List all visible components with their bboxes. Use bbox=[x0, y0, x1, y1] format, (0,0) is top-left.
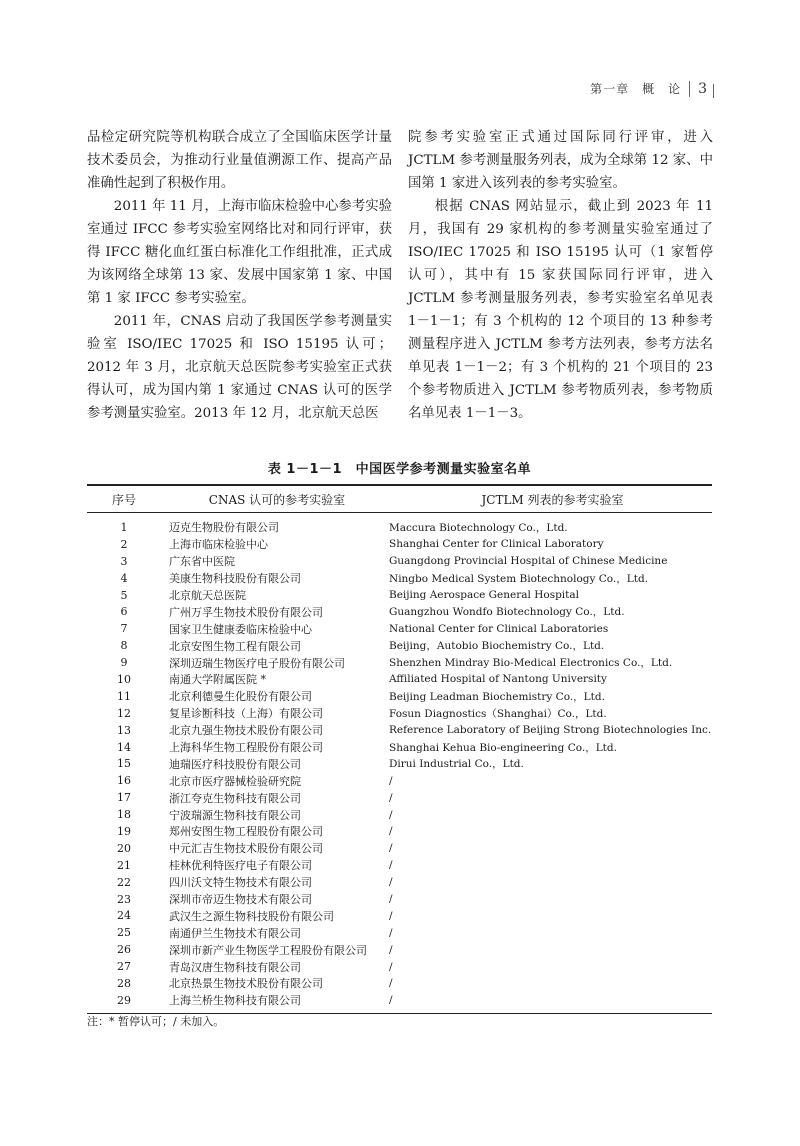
paragraph: 2011 年，CNAS 启动了我国医学参考测量实验室 ISO/IEC 17025 和 ISO 15195 认可；2012 年 3 月，北京航天总医院参考实验室正式获得认可，成为国内第 1 家通过 CNAS 认可的医学参考测量实验室。2013 年 12 月，北京航天总医 bbox=[87, 314, 392, 421]
chapter-title: 第一章 概 论 bbox=[590, 82, 682, 96]
row-cnas-lab: 复星诊断科技（上海）有限公司 bbox=[169, 707, 323, 721]
body-text bbox=[87, 126, 712, 446]
paragraph: 品检定研究院等机构联合成立了全国临床医学计量技术委员会，为推动行业量值溯源工作、提高产品准确性起到了积极作用。 bbox=[87, 130, 392, 191]
row-cnas-lab: 北京九强生物技术股份有限公司 bbox=[169, 724, 323, 738]
row-jctlm-lab: Fosun Diagnostics（Shanghai）Co.，Ltd. bbox=[389, 707, 607, 720]
row-number: 2 bbox=[120, 537, 128, 551]
row-number: 3 bbox=[120, 554, 128, 568]
row-cnas-lab: 北京航天总医院 bbox=[169, 589, 246, 602]
table-title: 表 1－1－1 中国医学参考测量实验室名单 bbox=[267, 462, 532, 477]
row-cnas-lab: 迪瑞医疗科技股份有限公司 bbox=[169, 757, 301, 771]
table-row bbox=[87, 874, 712, 891]
row-cnas-lab: 深圳迈瑞生物医疗电子股份有限公司 bbox=[169, 656, 345, 670]
table-row bbox=[87, 857, 712, 874]
table-row bbox=[87, 587, 712, 604]
row-number: 16 bbox=[117, 774, 131, 788]
table-row bbox=[87, 637, 712, 654]
row-jctlm-lab: Shanghai Kehua Bio-engineering Co.，Ltd. bbox=[389, 741, 617, 754]
table-row bbox=[87, 519, 712, 536]
row-number: 24 bbox=[117, 909, 131, 923]
row-jctlm-lab: Affiliated Hospital of Nantong University bbox=[389, 673, 607, 686]
row-cnas-lab: 北京利德曼生化股份有限公司 bbox=[169, 690, 312, 704]
row-jctlm-lab: Beijing，Autobio Biochemistry Co.，Ltd. bbox=[389, 640, 605, 653]
running-header bbox=[590, 80, 708, 97]
table-row bbox=[87, 620, 712, 637]
table-row bbox=[87, 688, 712, 705]
row-cnas-lab: 郑州安图生物工程股份有限公司 bbox=[169, 825, 323, 839]
left-column bbox=[87, 126, 392, 425]
row-cnas-lab: 深圳市帝迈生物技术有限公司 bbox=[169, 893, 312, 907]
table-row bbox=[87, 570, 712, 587]
row-cnas-lab: 南通大学附属医院 * bbox=[169, 673, 266, 687]
edge-marker bbox=[713, 84, 714, 98]
row-number: 8 bbox=[120, 639, 128, 653]
table-row bbox=[87, 806, 712, 823]
row-number: 27 bbox=[117, 960, 131, 974]
table-row bbox=[87, 891, 712, 908]
row-cnas-lab: 北京安图生物工程有限公司 bbox=[169, 639, 301, 653]
row-jctlm-lab: / bbox=[389, 791, 393, 804]
row-jctlm-lab: / bbox=[389, 808, 393, 821]
row-number: 7 bbox=[120, 622, 128, 636]
paragraph: 院参考实验室正式通过国际同行评审，进入 JCTLM 参考测量服务列表，成为全球第 12 家、中国第 1 家进入该列表的参考实验室。 bbox=[408, 130, 713, 191]
row-number: 11 bbox=[117, 689, 131, 703]
row-jctlm-lab: / bbox=[389, 774, 393, 787]
table-row bbox=[87, 772, 712, 789]
row-jctlm-lab: Beijing Aerospace General Hospital bbox=[389, 589, 579, 601]
row-cnas-lab: 上海兰桥生物科技有限公司 bbox=[169, 994, 301, 1008]
row-cnas-lab: 北京市医疗器械检验研究院 bbox=[169, 774, 301, 788]
row-jctlm-lab: / bbox=[389, 842, 393, 855]
row-jctlm-lab: / bbox=[389, 926, 393, 939]
row-cnas-lab: 浙江夸克生物科技有限公司 bbox=[169, 791, 301, 805]
page-number: 3 bbox=[698, 80, 708, 97]
row-cnas-lab: 迈克生物股份有限公司 bbox=[169, 521, 279, 535]
row-jctlm-lab: Shanghai Center for Clinical Laboratory bbox=[389, 538, 604, 551]
right-column bbox=[408, 126, 713, 425]
table-row bbox=[87, 722, 712, 739]
row-cnas-lab: 上海科华生物工程股份有限公司 bbox=[169, 741, 323, 755]
table-row bbox=[87, 924, 712, 941]
row-cnas-lab: 青岛汉唐生物科技有限公司 bbox=[169, 960, 301, 974]
row-cnas-lab: 国家卫生健康委临床检验中心 bbox=[169, 622, 312, 636]
row-number: 28 bbox=[117, 976, 131, 990]
table-row bbox=[87, 603, 712, 620]
row-jctlm-lab: / bbox=[389, 943, 393, 956]
row-cnas-lab: 南通伊兰生物技术有限公司 bbox=[169, 926, 301, 940]
row-jctlm-lab: / bbox=[389, 909, 393, 922]
table-body bbox=[87, 513, 712, 1013]
row-number: 26 bbox=[117, 943, 131, 957]
row-number: 14 bbox=[117, 740, 131, 754]
row-cnas-lab: 广州万孚生物技术股份有限公司 bbox=[169, 605, 323, 619]
row-jctlm-lab: / bbox=[389, 825, 393, 838]
table-row bbox=[87, 789, 712, 806]
header-cnas: CNAS 认可的参考实验室 bbox=[208, 492, 346, 507]
row-cnas-lab: 四川沃文特生物技术有限公司 bbox=[169, 876, 312, 890]
table-row bbox=[87, 907, 712, 924]
header-divider bbox=[689, 81, 690, 97]
row-cnas-lab: 桂林优利特医疗电子有限公司 bbox=[169, 859, 312, 873]
row-number: 17 bbox=[117, 791, 131, 805]
table-row bbox=[87, 654, 712, 671]
row-number: 29 bbox=[117, 993, 131, 1007]
row-number: 18 bbox=[117, 808, 131, 822]
table-row bbox=[87, 553, 712, 570]
row-cnas-lab: 宁波瑞源生物科技有限公司 bbox=[169, 808, 301, 822]
row-number: 25 bbox=[117, 926, 131, 940]
row-number: 20 bbox=[117, 841, 131, 855]
header-jctlm: JCTLM 列表的参考实验室 bbox=[481, 492, 624, 507]
row-jctlm-lab: National Center for Clinical Laboratories bbox=[389, 622, 609, 635]
table-row bbox=[87, 975, 712, 992]
row-jctlm-lab: / bbox=[389, 893, 393, 906]
table-header-row bbox=[87, 486, 712, 512]
row-number: 9 bbox=[120, 656, 128, 670]
row-number: 10 bbox=[117, 672, 131, 686]
table-row bbox=[87, 671, 712, 688]
row-number: 21 bbox=[117, 858, 131, 872]
row-jctlm-lab: Guangzhou Wondfo Biotechnology Co.，Ltd. bbox=[389, 606, 625, 619]
row-jctlm-lab: Reference Laboratory of Beijing Strong Biotechnologies Inc. bbox=[389, 724, 712, 737]
row-cnas-lab: 美康生物科技股份有限公司 bbox=[169, 572, 301, 586]
paragraph: 根据 CNAS 网站显示，截止到 2023 年 11 月，我国有 29 家机构的参考测量实验室通过了 ISO/IEC 17025 和 ISO 15195 认可（1 家暂停认可），其中有 15 家获国际同行评审，进入 JCTLM 参考测量服务列表，参考实验室名单见表 1－1－1；有 3 个机构的 12 个项目的 13 种参考测量程序进入 JCTLM 参考方法列表，参考方法名单见表 1－1－2；有 3 个机构的 21 个项目的 23 个参考物质进入 JCTLM 参考物质列表，参考物质名单见表 1－1－3。 bbox=[408, 199, 713, 421]
row-jctlm-lab: Ningbo Medical System Biotechnology Co.，Ltd. bbox=[389, 572, 649, 585]
table-row bbox=[87, 739, 712, 756]
table-row bbox=[87, 536, 712, 553]
table-row bbox=[87, 823, 712, 840]
row-cnas-lab: 深圳市新产业生物医学工程股份有限公司 bbox=[169, 943, 367, 957]
row-jctlm-lab: / bbox=[389, 994, 393, 1007]
row-number: 5 bbox=[120, 588, 128, 602]
row-jctlm-lab: Shenzhen Mindray Bio-Medical Electronics Co.，Ltd. bbox=[389, 657, 673, 670]
table-row bbox=[87, 840, 712, 857]
laboratory-table bbox=[87, 484, 712, 1014]
table-row bbox=[87, 941, 712, 958]
row-number: 4 bbox=[120, 571, 128, 585]
table-row bbox=[87, 755, 712, 772]
row-cnas-lab: 武汉生之源生物科技股份有限公司 bbox=[169, 909, 334, 923]
row-jctlm-lab: / bbox=[389, 960, 393, 973]
row-number: 22 bbox=[117, 875, 131, 889]
row-number: 6 bbox=[120, 605, 128, 619]
paragraph: 2011 年 11 月，上海市临床检验中心参考实验室通过 IFCC 参考实验室网络比对和同行评审，获得 IFCC 糖化血红蛋白标准化工作组批准，正式成为该网络全球第 13 家、发展中国家第 1 家、中国第 1 家 IFCC 参考实验室。 bbox=[87, 199, 392, 306]
row-jctlm-lab: / bbox=[389, 876, 393, 889]
row-number: 12 bbox=[117, 706, 131, 720]
table-row bbox=[87, 992, 712, 1009]
row-jctlm-lab: / bbox=[389, 859, 393, 872]
row-number: 23 bbox=[117, 892, 131, 906]
row-jctlm-lab: Dirui Industrial Co.，Ltd. bbox=[389, 758, 524, 771]
table-note: 注：* 暂停认可；/ 未加入。 bbox=[87, 1015, 225, 1028]
row-cnas-lab: 上海市临床检验中心 bbox=[169, 538, 268, 552]
row-cnas-lab: 中元汇吉生物技术股份有限公司 bbox=[169, 842, 323, 856]
row-cnas-lab: 广东省中医院 bbox=[169, 555, 235, 569]
row-jctlm-lab: Maccura Biotechnology Co.，Ltd. bbox=[389, 521, 568, 534]
row-jctlm-lab: Guangdong Provincial Hospital of Chinese Medicine bbox=[389, 555, 668, 568]
row-jctlm-lab: / bbox=[389, 977, 393, 990]
row-number: 13 bbox=[117, 723, 131, 737]
row-number: 19 bbox=[117, 824, 131, 838]
row-number: 1 bbox=[120, 520, 128, 534]
header-number: 序号 bbox=[111, 492, 136, 507]
row-cnas-lab: 北京热景生物技术股份有限公司 bbox=[169, 977, 323, 991]
row-jctlm-lab: Beijing Leadman Biochemistry Co.，Ltd. bbox=[389, 690, 605, 703]
table-row bbox=[87, 705, 712, 722]
table-row bbox=[87, 958, 712, 975]
row-number: 15 bbox=[117, 757, 131, 771]
